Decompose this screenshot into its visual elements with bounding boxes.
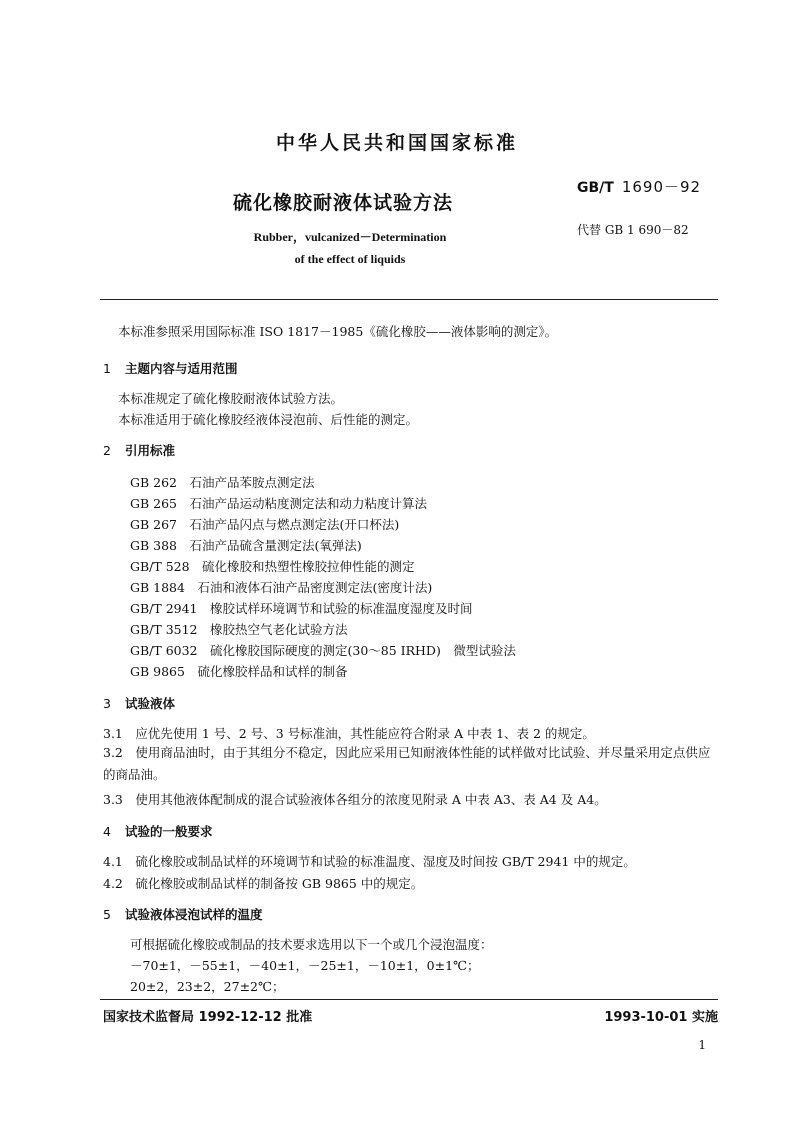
document-title: 硫化橡胶耐液体试验方法 [233,192,454,214]
section-3-number: 3 [103,696,111,711]
footer-divider [100,999,718,1000]
section-1-title: 主题内容与适用范围 [125,361,238,376]
reference-item: GB 9865 硫化橡胶样品和试样的制备 [130,664,348,679]
clause-3-1: 3.1 应优先使用 1 号、2 号、3 号标准油，其性能应符合附录 A 中表 1、表 2 的规定。 [103,726,595,741]
clause-4-2: 4.2 硫化橡胶或制品试样的制备按 GB 9865 中的规定。 [103,876,424,891]
reference-item: GB 1884 石油和液体石油产品密度测定法(密度计法) [130,580,433,595]
english-title-line1: Rubber，vulcanized－Determination [253,230,447,244]
section-5-line: 可根据硫化橡胶或制品的技术要求选用以下一个或几个浸泡温度： [130,937,493,952]
approval-note: 国家技术监督局 1992-12-12 批准 [103,1010,313,1025]
standard-code [577,176,701,197]
section-1-line: 本标准规定了硫化橡胶耐液体试验方法。 [118,391,344,406]
reference-item: GB/T 2941 橡胶试样环境调节和试验的标准温度湿度及时间 [130,601,473,616]
page-number: 1 [698,1038,706,1052]
section-4-title: 试验的一般要求 [125,824,213,839]
section-1-number: 1 [103,361,111,376]
section-1-line: 本标准适用于硫化橡胶经液体浸泡前、后性能的测定。 [118,412,419,427]
section-2-title: 引用标准 [125,443,176,458]
section-5-line: －70±1，－55±1，－40±1，－25±1，－10±1，0±1℃； [130,958,480,973]
section-2-number: 2 [103,443,111,458]
section-5-line: 20±2，23±2，27±2℃； [130,979,285,994]
intro-paragraph: 本标准参照采用国际标准 ISO 1817－1985《硫化橡胶——液体影响的测定》。 [118,324,558,339]
clause-4-1: 4.1 硫化橡胶或制品试样的环境调节和试验的标准温度、湿度及时间按 GB/T 2941 中的规定。 [103,854,636,869]
section-5-heading [103,905,263,923]
header-divider [100,299,718,300]
section-4-number: 4 [103,824,111,839]
effective-date: 1993-10-01 实施 [604,1010,718,1025]
standard-title: 中华人民共和国国家标准 [275,132,518,154]
section-2-heading [103,441,175,459]
section-5-number: 5 [103,907,111,922]
section-1-heading [103,359,238,377]
clause-3-3: 3.3 使用其他液体配制成的混合试验液体各组分的浓度见附录 A 中表 A3、表 A4 及 A4。 [103,792,607,807]
standard-code-prefix: GB/T [577,180,614,196]
section-4-heading [103,822,213,840]
reference-item: GB/T 6032 硫化橡胶国际硬度的测定(30～85 IRHD) 微型试验法 [130,643,516,658]
standard-code-number: 1690－92 [621,178,702,196]
reference-item: GB 265 石油产品运动粘度测定法和动力粘度计算法 [130,496,428,511]
section-3-heading [103,694,175,712]
reference-item: GB 267 石油产品闪点与燃点测定法(开口杯法) [130,517,400,532]
reference-item: GB/T 3512 橡胶热空气老化试验方法 [130,622,348,637]
reference-item: GB 262 石油产品苯胺点测定法 [130,475,315,490]
replaces-note: 代替 GB 1 690－82 [577,223,689,237]
clause-3-2: 3.2 使用商品油时，由于其组分不稳定，因此应采用已知耐液体性能的试样做对比试验、并尽量采用定点供应的商品油。 [103,745,711,782]
english-title [240,226,460,270]
section-3-title: 试验液体 [125,696,176,711]
english-title-line2: of the effect of liquids [294,252,406,266]
section-5-title: 试验液体浸泡试样的温度 [125,907,263,922]
reference-item: GB/T 528 硫化橡胶和热塑性橡胶拉伸性能的测定 [130,559,415,574]
reference-item: GB 388 石油产品硫含量测定法(氧弹法) [130,538,362,553]
